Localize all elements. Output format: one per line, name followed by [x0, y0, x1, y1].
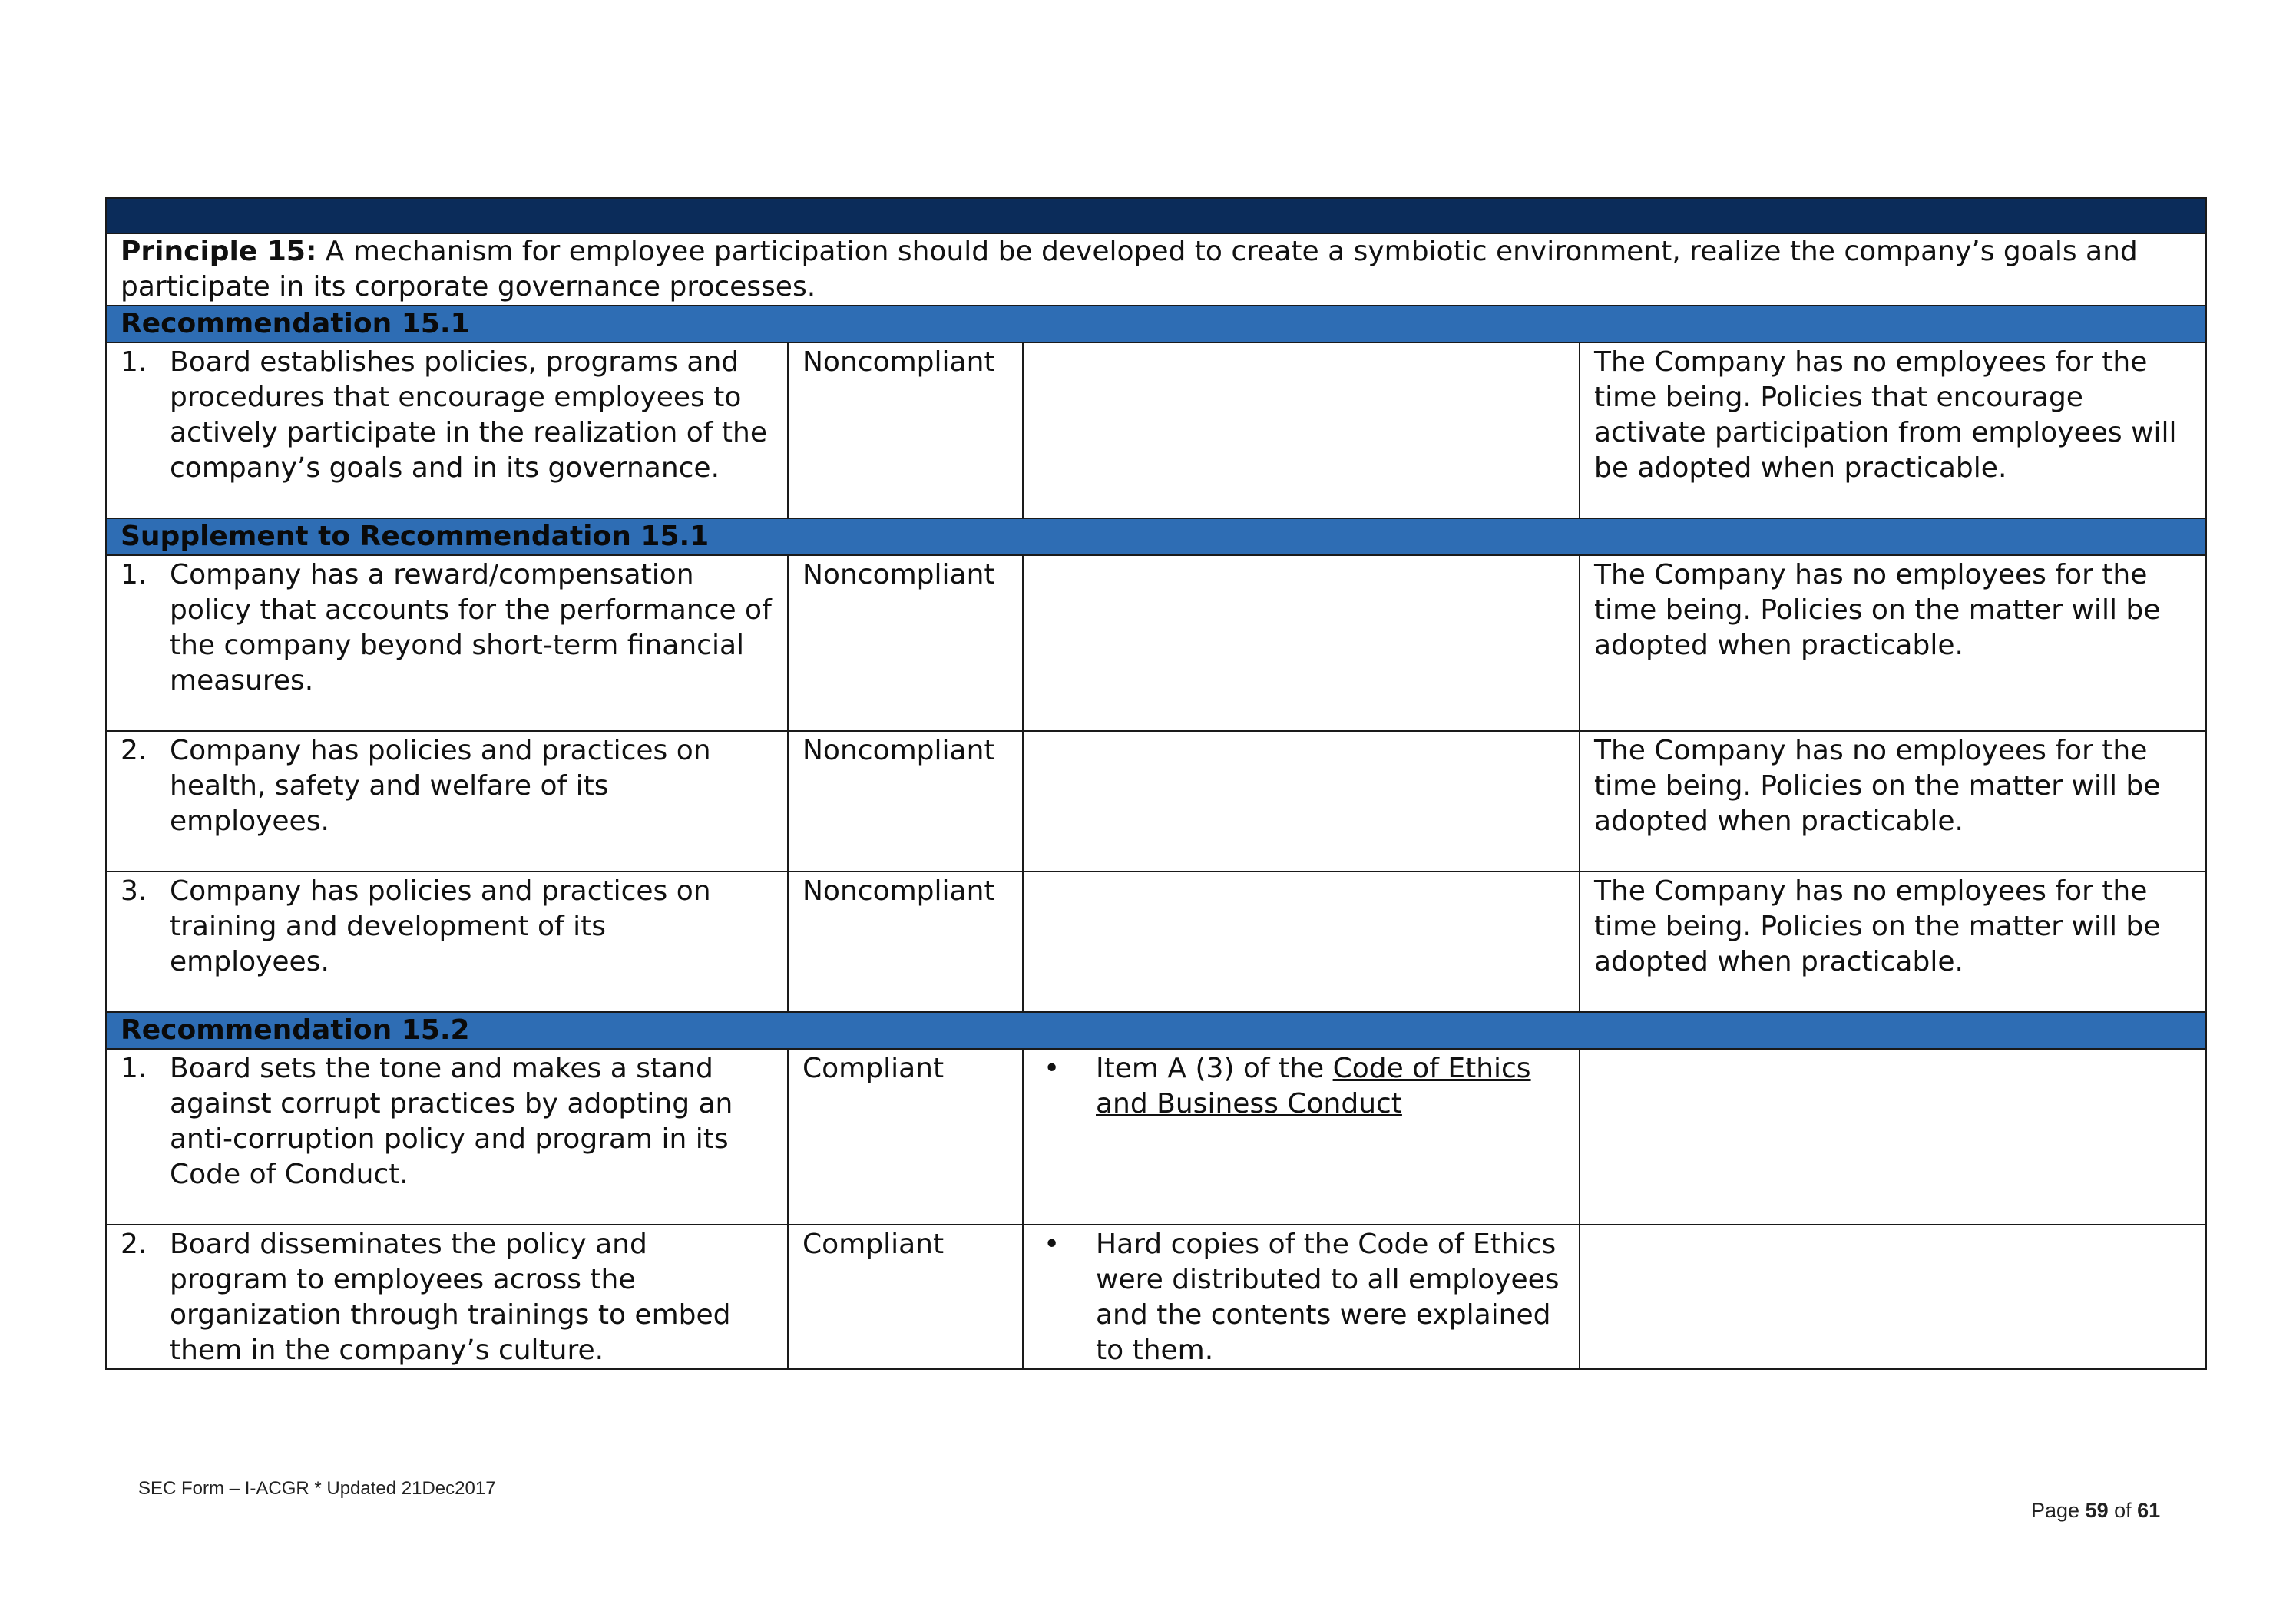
section-title: Recommendation 15.2	[106, 1012, 2206, 1049]
details-text: Hard copies of the Code of Ethics were distributed to all employees and the contents were explained to them.	[1096, 1229, 1560, 1366]
principle-text: A mechanism for employee participation should be developed to create a symbiotic environment, realize the company’s goals and participate in its corporate governance processes.	[121, 236, 2138, 303]
principle-cell	[106, 233, 2206, 306]
recommendation-cell	[106, 731, 788, 872]
page-word: Page	[2031, 1499, 2086, 1522]
item-number: 2.	[121, 735, 147, 766]
compliance-status: Noncompliant	[788, 555, 1023, 731]
recommendation-cell	[106, 1049, 788, 1225]
compliance-status: Noncompliant	[788, 731, 1023, 872]
table-row	[106, 555, 2206, 731]
explanation-cell: The Company has no employees for the time being. Policies on the matter will be adopted when practicable.	[1580, 731, 2206, 872]
recommendation-cell	[106, 1225, 788, 1369]
compliance-status: Noncompliant	[788, 872, 1023, 1012]
table-row	[106, 342, 2206, 518]
section-title: Supplement to Recommendation 15.1	[106, 518, 2206, 555]
principle-row	[106, 233, 2206, 306]
page-indicator	[2031, 1499, 2160, 1523]
table-header-bar	[106, 198, 2206, 233]
item-number: 1.	[121, 559, 147, 590]
page-number: 59	[2085, 1499, 2109, 1522]
governance-table	[105, 197, 2207, 1370]
item-text: Company has policies and practices on training and development of its employees.	[170, 875, 711, 977]
details-cell	[1023, 1225, 1580, 1369]
explanation-cell	[1580, 1225, 2206, 1369]
table-row	[106, 872, 2206, 1012]
section-title: Recommendation 15.1	[106, 306, 2206, 342]
details-cell	[1023, 731, 1580, 872]
item-number: 3.	[121, 875, 147, 907]
item-text: Board establishes policies, programs and procedures that encourage employees to actively participate in the realization of the company’s goals and in its governance.	[170, 346, 768, 484]
table-row	[106, 731, 2206, 872]
item-text: Board sets the tone and makes a stand against corrupt practices by adopting an anti-corruption policy and program in its Code of Conduct.	[170, 1053, 733, 1190]
item-text: Board disseminates the policy and program to employees across the organization through trainings to embed them in the company’s culture.	[170, 1229, 731, 1366]
compliance-status: Noncompliant	[788, 342, 1023, 518]
recommendation-cell	[106, 872, 788, 1012]
section-header-row	[106, 306, 2206, 342]
recommendation-cell	[106, 555, 788, 731]
details-text: Item A (3) of the	[1096, 1053, 1333, 1084]
total-pages: 61	[2137, 1499, 2161, 1522]
item-number: 1.	[121, 346, 147, 378]
explanation-cell: The Company has no employees for the time being. Policies on the matter will be adopted when practicable.	[1580, 555, 2206, 731]
item-number: 1.	[121, 1053, 147, 1084]
details-cell	[1023, 1049, 1580, 1225]
form-footer-label: SEC Form – I-ACGR * Updated 21Dec2017	[138, 1478, 496, 1499]
section-header-row	[106, 1012, 2206, 1049]
section-header-row	[106, 518, 2206, 555]
bullet-icon: •	[1044, 1229, 1060, 1260]
compliance-status: Compliant	[788, 1049, 1023, 1225]
item-number: 2.	[121, 1229, 147, 1260]
table-row	[106, 1225, 2206, 1369]
item-text: Company has a reward/compensation policy that accounts for the performance of the company beyond short-term financial measures.	[170, 559, 772, 696]
explanation-cell: The Company has no employees for the time being. Policies on the matter will be adopted when practicable.	[1580, 872, 2206, 1012]
code-of-ethics-link[interactable]: Code of Ethics and Business Conduct	[1096, 1053, 1531, 1120]
recommendation-cell	[106, 342, 788, 518]
bullet-icon: •	[1044, 1053, 1060, 1084]
principle-label: Principle 15:	[121, 236, 317, 267]
table-row	[106, 1049, 2206, 1225]
details-cell	[1023, 872, 1580, 1012]
of-word: of	[2108, 1499, 2138, 1522]
explanation-cell	[1580, 1049, 2206, 1225]
item-text: Company has policies and practices on health, safety and welfare of its employees.	[170, 735, 711, 837]
details-cell	[1023, 555, 1580, 731]
explanation-cell: The Company has no employees for the time being. Policies that encourage activate participation from employees will be adopted when practicable.	[1580, 342, 2206, 518]
compliance-status: Compliant	[788, 1225, 1023, 1369]
details-cell	[1023, 342, 1580, 518]
